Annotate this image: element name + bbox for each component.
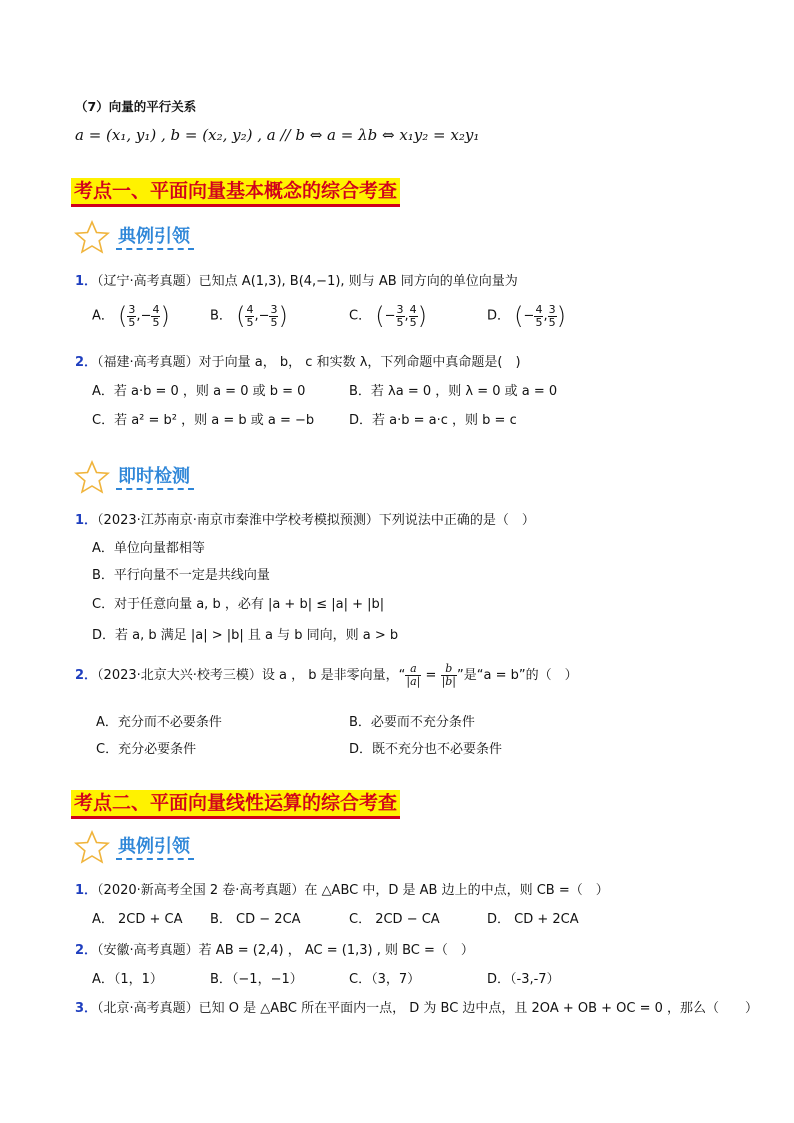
option-1-2-a: A．若 a·b = 0 ，则 a = 0 或 b = 0	[92, 384, 306, 399]
tag-underline	[116, 858, 194, 860]
option-2-2-b: B．（−1，−1）	[210, 972, 303, 987]
check-1-option-b: B．平行向量不一定是共线向量	[92, 568, 270, 583]
option-1-2-b: B．若 λa = 0 ，则 λ = 0 或 a = 0	[349, 384, 558, 399]
option-2-1-c: C． 2CD − CA	[349, 912, 440, 927]
question-stem: （2023·北京大兴·校考三模）设 a ， b 是非零向量，	[97, 668, 399, 683]
check-question-2: 2．（2023·北京大兴·校考三模）设 a ， b 是非零向量，“ $\frac{a}{|a|}$ = $\frac{b}{|b|}$ ”是“a = b”的（ ）	[75, 662, 578, 688]
question-number: 1．	[75, 274, 98, 289]
question-stem: （北京·高考真题）已知 O 是 △ABC 所在平面内一点， D 为 BC 边中点，且 2OA + OB + OC = 0 ，那么（ ）	[97, 1001, 759, 1016]
tag-check-label: 即时检测	[118, 466, 190, 487]
question-stem-end: 是“a = b”的（ ）	[463, 668, 578, 683]
question-1-1	[75, 270, 518, 289]
option-1-2-c: C．若 a² = b² ，则 a = b 或 a = −b	[92, 413, 315, 428]
option-1-1-a: A． ( $\frac{3}{5}$ ,− $\frac{4}{5}$ )	[92, 302, 170, 330]
star-icon	[74, 220, 110, 254]
question-2-2	[75, 939, 474, 958]
question-number: 2．	[75, 943, 98, 958]
parallel-formula: a = (x₁, y₁) , b = (x₂, y₂) , a // b ⇔ a = λb ⇔ x₁y₂ = x₂y₁	[75, 126, 480, 144]
option-2-2-c: C．（3，7）	[349, 972, 421, 987]
section-title-2: 考点二、平面向量线性运算的综合考查	[71, 790, 400, 819]
check-question-1	[75, 509, 535, 528]
tag-underline	[116, 488, 194, 490]
check-1-option-d: D．若 a, b 满足 |a| > |b| 且 a 与 b 同向，则 a > b	[92, 628, 399, 643]
question-number: 2．	[75, 668, 98, 683]
option-1-2-d: D．若 a·b = a·c ，则 b = c	[349, 413, 517, 428]
question-stem: （2020·新高考全国 2 卷·高考真题）在 △ABC 中，D 是 AB 边上的中点，则 CB =（ ）	[97, 883, 609, 898]
question-number: 1．	[75, 883, 98, 898]
question-number: 3．	[75, 1001, 98, 1016]
check-2-option-c: C．充分必要条件	[96, 742, 197, 757]
question-stem: （2023·江苏南京·南京市秦淮中学校考模拟预测）下列说法中正确的是（ ）	[97, 513, 535, 528]
option-1-1-c: C． (− $\frac{3}{5}$ , $\frac{4}{5}$ )	[349, 302, 428, 330]
check-1-option-a: A．单位向量都相等	[92, 541, 205, 556]
option-2-2-a: A．（1，1）	[92, 972, 163, 987]
question-1-2	[75, 351, 521, 370]
option-2-1-b: B． CD − 2CA	[210, 912, 301, 927]
option-1-1-d: D． (− $\frac{4}{5}$ , $\frac{3}{5}$ )	[487, 302, 566, 330]
section-title-1: 考点一、平面向量基本概念的综合考查	[71, 178, 400, 207]
option-2-2-d: D．（-3,-7）	[487, 972, 560, 987]
question-stem: （辽宁·高考真题）已知点 A(1,3), B(4,−1), 则与 AB 同方向的单位向量为	[97, 274, 518, 289]
option-2-1-d: D． CD + 2CA	[487, 912, 579, 927]
question-2-3	[75, 997, 758, 1016]
check-2-option-d: D．既不充分也不必要条件	[349, 742, 503, 757]
check-2-option-b: B．必要而不充分条件	[349, 715, 475, 730]
option-1-1-b: B． ( $\frac{4}{5}$ ,− $\frac{3}{5}$ )	[210, 302, 288, 330]
star-icon	[74, 460, 110, 494]
question-2-1	[75, 879, 609, 898]
tag-underline	[116, 248, 194, 250]
question-number: 2．	[75, 355, 98, 370]
question-number: 1．	[75, 513, 98, 528]
question-stem: （安徽·高考真题）若 AB = (2,4) ， AC = (1,3) , 则 BC =（ ）	[97, 943, 474, 958]
tag-example-2-label: 典例引领	[118, 836, 190, 857]
tag-example-1-label: 典例引领	[118, 226, 190, 247]
subheading-parallel: （7）向量的平行关系	[75, 99, 197, 114]
check-2-option-a: A．充分而不必要条件	[96, 715, 222, 730]
question-stem: （福建·高考真题）对于向量 a， b， c 和实数 λ，下列命题中真命题是( )	[97, 355, 521, 370]
option-2-1-a: A． 2CD + CA	[92, 912, 183, 927]
star-icon	[74, 830, 110, 864]
check-1-option-c: C．对于任意向量 a, b ，必有 |a + b| ≤ |a| + |b|	[92, 597, 385, 612]
